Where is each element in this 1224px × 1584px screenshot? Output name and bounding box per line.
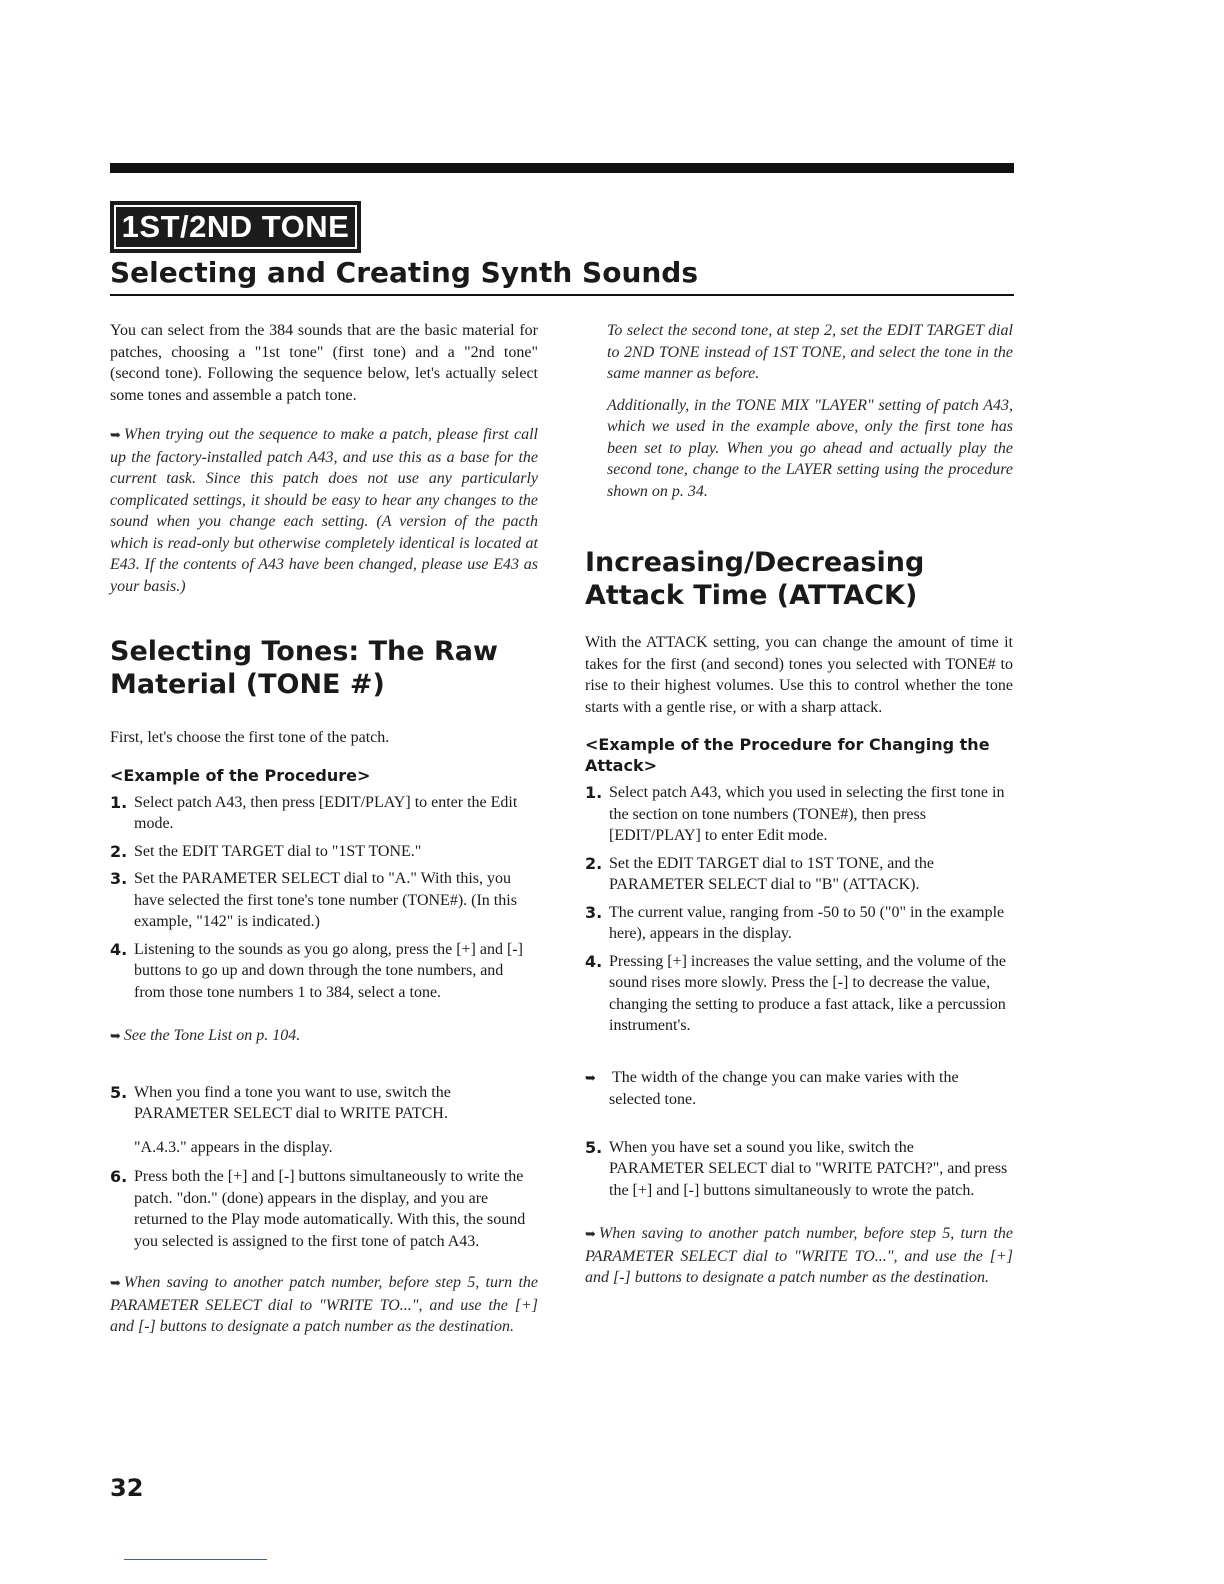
step-number: 2.: [585, 853, 603, 873]
step-number: 6.: [110, 1167, 128, 1186]
section-heading-attack: Increasing/Decreasing Attack Time (ATTACK): [585, 547, 925, 611]
page-title: Selecting and Creating Synth Sounds: [110, 255, 1014, 296]
step-text: Set the EDIT TARGET dial to 1ST TONE, and the PARAMETER SELECT dial to "B" (ATTACK).: [609, 854, 934, 893]
step-text: Press both the [+] and [-] buttons simultaneously to write the patch. "don." (done) appears in the display, and you are returned to the Play mode automatically. With this, the sound you selected is assigned to the first tone of patch A43.: [134, 1168, 526, 1250]
step-text: When you have set a sound you like, switch the PARAMETER SELECT dial to "WRITE PATCH?", and press the [+] and [-] buttons simultaneously to wrote the patch.: [609, 1138, 1008, 1199]
note-change-width: [585, 1067, 1013, 1111]
step-number: 1.: [110, 792, 128, 812]
right-column: [585, 320, 1013, 1289]
procedure-steps: [110, 792, 538, 1004]
note-text: See the Tone List on p. 104.: [123, 1027, 301, 1044]
procedure-steps-continued: [110, 1082, 538, 1125]
lead-paragraph: First, let's choose the first tone of the patch.: [110, 729, 390, 746]
step-number: 4.: [585, 951, 603, 971]
step-item: [585, 951, 1013, 1037]
step-text: Pressing [+] increases the value setting, and the volume of the sound rises more slowly. Press the [-] to decrease the value, changing the setting to produce a fast attack, like a percussion instrument's.: [609, 952, 1006, 1034]
step-text: When you find a tone you want to use, switch the PARAMETER SELECT dial to WRITE PATCH.: [134, 1083, 451, 1122]
note-tone-list: [110, 1025, 538, 1048]
note-write-to: [110, 1272, 538, 1338]
step-item: [110, 868, 538, 933]
step-number: 3.: [110, 869, 128, 888]
step-item: [585, 902, 1013, 945]
step-item: [110, 1082, 538, 1125]
note-text: When saving to another patch number, before step 5, turn the PARAMETER SELECT dial to "WRITE TO...", and use the [+] and [-] buttons to designate a patch number as the destination.: [110, 1274, 538, 1335]
attack-intro-paragraph: With the ATTACK setting, you can change the amount of time it takes for the first (and second) tones you selected with TONE# to rise to their highest volumes. Use this to control whether the tone starts with a gentle rise, or with a sharp attack.: [585, 634, 1013, 716]
step-item: [585, 1137, 1013, 1202]
chapter-tab: 1ST/2ND TONE: [110, 201, 361, 253]
step-number: 2.: [110, 841, 128, 861]
step-item: [585, 782, 1013, 847]
attack-procedure-subheading: <Example of the Procedure for Changing the Attack>: [585, 735, 990, 775]
note-arrow-icon: ➥: [110, 1029, 121, 1044]
step-text: Select patch A43, then press [EDIT/PLAY] to enter the Edit mode.: [134, 793, 518, 832]
page-number: 32: [110, 1474, 144, 1502]
step-number: 3.: [585, 902, 603, 922]
step-text: Listening to the sounds as you go along, press the [+] and [-] buttons to go up and down through the tone numbers, and from those tone numbers 1 to 384, select a tone.: [134, 940, 523, 1001]
attack-procedure-steps: [585, 782, 1013, 1037]
step-number: 1.: [585, 783, 603, 802]
section-heading-tones: Selecting Tones: The Raw Material (TONE #): [110, 636, 498, 700]
note-arrow-icon: ➥: [110, 428, 121, 443]
step-item: [110, 841, 538, 863]
note-text: When saving to another patch number, before step 5, turn the PARAMETER SELECT dial to "WRITE TO...", and use the [+] and [-] buttons to designate a patch number as the destination.: [585, 1225, 1013, 1286]
step-item: [110, 792, 538, 835]
top-rule: [110, 163, 1014, 173]
note-text: The width of the change you can make varies with the selected tone.: [609, 1068, 959, 1108]
second-tone-note: To select the second tone, at step 2, set the EDIT TARGET dial to 2ND TONE instead of 1ST TONE, and select the tone in the same manner as before.: [607, 322, 1013, 382]
step-item: [110, 939, 538, 1004]
step-item: [585, 853, 1013, 896]
display-note: "A.4.3." appears in the display.: [134, 1138, 333, 1156]
note-factory-patch: [110, 424, 538, 597]
step-text: Set the EDIT TARGET dial to "1ST TONE.": [134, 842, 422, 860]
step-number: 5.: [585, 1137, 603, 1157]
step-item: [110, 1166, 538, 1252]
note-arrow-icon: ➥: [585, 1070, 596, 1086]
step-number: 4.: [110, 939, 128, 959]
attack-procedure-steps-continued: [585, 1137, 1013, 1202]
note-text: When trying out the sequence to make a patch, please first call up the factory-installed patch A43, and use this as a base for the current task. Since this patch does not use any particularly complicated settings, it should be easy to hear any changes to the sound when you change each setting. (A version of the pacth which is read-only but otherwise completely identical is located at E43. If the contents of A43 have been changed, please use E43 as your basis.): [110, 426, 538, 595]
footer-line: [124, 1559, 267, 1560]
left-column: [110, 320, 538, 1338]
note-write-to-attack: [585, 1223, 1013, 1289]
intro-paragraph: You can select from the 384 sounds that are the basic material for patches, choosing a "1st tone" (first tone) and a "2nd tone" (second tone). Following the sequence below, let's actually select some tones and assemble a patch tone.: [110, 322, 538, 404]
step-text: Set the PARAMETER SELECT dial to "A." With this, you have selected the first tone's tone number (TONE#). (In this example, "142" is indicated.): [134, 870, 517, 930]
layer-note: Additionally, in the TONE MIX "LAYER" setting of patch A43, which we used in the example above, only the first tone has been set to play. When you go ahead and actually play the second tone, change to the LAYER setting using the procedure shown on p. 34.: [607, 396, 1013, 500]
procedure-subheading: <Example of the Procedure>: [110, 765, 371, 785]
step-number: 5.: [110, 1082, 128, 1102]
note-arrow-icon: ➥: [110, 1276, 121, 1291]
procedure-steps-final: [110, 1166, 538, 1252]
step-text: Select patch A43, which you used in selecting the first tone in the section on tone numbers (TONE#), then press [EDIT/PLAY] to enter Edit mode.: [609, 784, 1005, 844]
note-arrow-icon: ➥: [585, 1227, 596, 1242]
step-text: The current value, ranging from -50 to 50 ("0" in the example here), appears in the display.: [609, 903, 1005, 942]
